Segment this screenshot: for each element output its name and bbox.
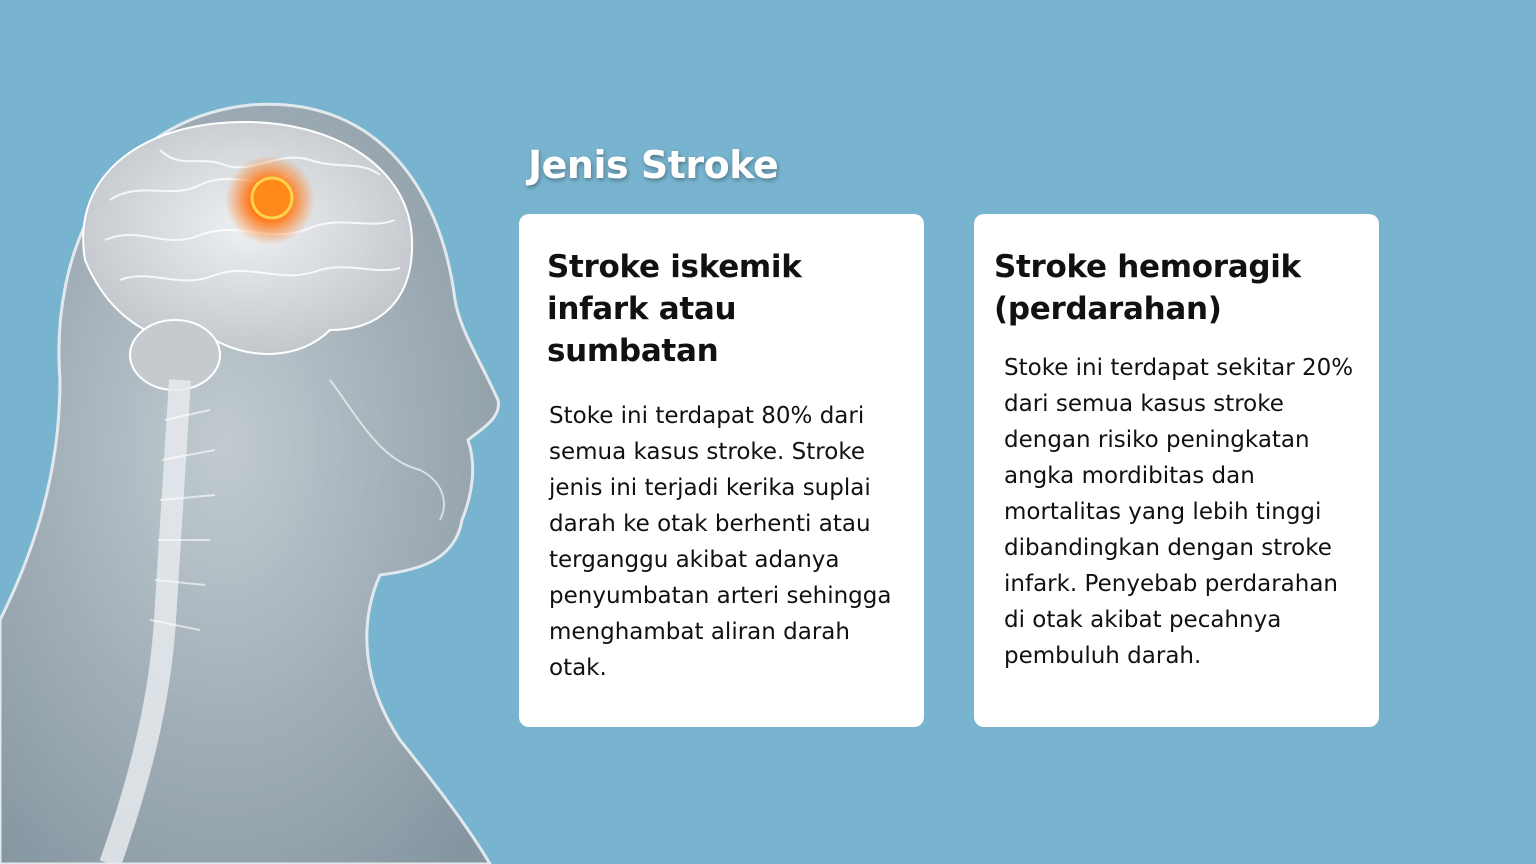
ischemic-stroke-card xyxy=(519,214,924,727)
card-title: Stroke iskemik infark atau sumbatan xyxy=(547,249,802,369)
card-body: Stoke ini terdapat sekitar 20% dari semua kasus stroke dengan risiko peningkatan angka mordibitas dan mortalitas yang lebih tinggi dibandingkan dengan stroke infark. Penyebab perdarahan di otak akibat pecahnya pembuluh darah. xyxy=(1004,355,1354,669)
head-brain-illustration xyxy=(0,0,520,864)
cerebellum xyxy=(130,320,220,390)
stroke-lesion xyxy=(252,178,292,218)
card-title: Stroke hemoragik (perdarahan) xyxy=(994,249,1301,327)
card-body: Stoke ini terdapat 80% dari semua kasus stroke. Stroke jenis ini terjadi kerika suplai darah ke otak berhenti atau terganggu akibat adanya penyumbatan arteri sehingga menghambat aliran darah otak. xyxy=(549,403,892,681)
section-heading: Jenis Stroke xyxy=(528,143,779,187)
hemorrhagic-stroke-card xyxy=(974,214,1379,727)
